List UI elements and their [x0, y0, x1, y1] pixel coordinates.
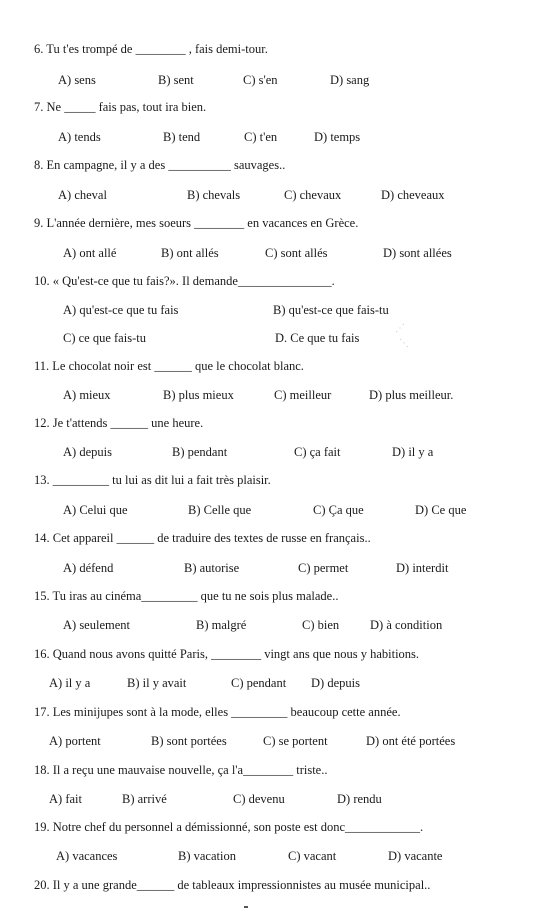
- option-8c[interactable]: C) chevaux: [284, 188, 342, 202]
- option-15d[interactable]: D) à condition: [370, 618, 443, 632]
- option-13a[interactable]: A) Celui que: [63, 503, 128, 517]
- question-19: 19. Notre chef du personnel a démissionné, son poste est donc____________.: [34, 820, 424, 834]
- option-11a[interactable]: A) mieux: [63, 388, 111, 402]
- option-16b[interactable]: B) il y avait: [127, 676, 187, 690]
- option-17d[interactable]: D) ont été portées: [366, 734, 456, 748]
- option-13b[interactable]: B) Celle que: [188, 503, 252, 517]
- option-14a[interactable]: A) défend: [63, 561, 114, 575]
- option-18d[interactable]: D) rendu: [337, 792, 382, 806]
- option-6c[interactable]: C) s'en: [243, 73, 278, 87]
- question-14: 14. Cet appareil ______ de traduire des textes de russe en français..: [34, 531, 371, 545]
- question-10: 10. « Qu'est-ce que tu fais?». Il demande_______________.: [34, 274, 335, 288]
- question-20: 20. Il y a une grande______ de tableaux impressionnistes au musée municipal..: [34, 878, 431, 892]
- option-12d[interactable]: D) il y a: [392, 445, 434, 459]
- option-18b[interactable]: B) arrivé: [122, 792, 167, 806]
- option-19b[interactable]: B) vacation: [178, 849, 236, 863]
- option-19a[interactable]: A) vacances: [56, 849, 118, 863]
- option-14b[interactable]: B) autorise: [184, 561, 240, 575]
- question-17: 17. Les minijupes sont à la mode, elles _________ beaucoup cette année.: [34, 705, 401, 719]
- question-7: 7. Ne _____ fais pas, tout ira bien.: [34, 100, 207, 114]
- option-16a[interactable]: A) il y a: [49, 676, 91, 690]
- option-16c[interactable]: C) pendant: [231, 676, 287, 690]
- option-7a[interactable]: A) tends: [58, 130, 101, 144]
- question-8: 8. En campagne, il y a des __________ sauvages..: [34, 158, 286, 172]
- option-12b[interactable]: B) pendant: [172, 445, 228, 459]
- option-13d[interactable]: D) Ce que: [415, 503, 467, 517]
- option-17c[interactable]: C) se portent: [263, 734, 328, 748]
- question-11: 11. Le chocolat noir est ______ que le chocolat blanc.: [34, 359, 304, 373]
- question-9: 9. L'année dernière, mes soeurs ________ en vacances en Grèce.: [34, 216, 359, 230]
- option-15b[interactable]: B) malgré: [196, 618, 247, 632]
- option-13c[interactable]: C) Ça que: [313, 503, 364, 517]
- scan-artifact: ⋰: [395, 323, 405, 334]
- scan-artifact: ⋱: [399, 338, 409, 349]
- question-13: 13. _________ tu lui as dit lui a fait très plaisir.: [34, 473, 271, 487]
- option-12c[interactable]: C) ça fait: [294, 445, 341, 459]
- option-18a[interactable]: A) fait: [49, 792, 82, 806]
- option-10b[interactable]: B) qu'est-ce que fais-tu: [273, 303, 389, 317]
- scan-artifact: [244, 906, 248, 908]
- question-6: 6. Tu t'es trompé de ________ , fais demi-tour.: [34, 42, 268, 56]
- option-9c[interactable]: C) sont allés: [265, 246, 328, 260]
- option-11c[interactable]: C) meilleur: [274, 388, 332, 402]
- option-16d[interactable]: D) depuis: [311, 676, 360, 690]
- option-15c[interactable]: C) bien: [302, 618, 340, 632]
- option-10c[interactable]: C) ce que fais-tu: [63, 331, 146, 345]
- option-19d[interactable]: D) vacante: [388, 849, 443, 863]
- option-11d[interactable]: D) plus meilleur.: [369, 388, 454, 402]
- option-14d[interactable]: D) interdit: [396, 561, 449, 575]
- option-17a[interactable]: A) portent: [49, 734, 101, 748]
- option-7c[interactable]: C) t'en: [244, 130, 278, 144]
- option-18c[interactable]: C) devenu: [233, 792, 285, 806]
- option-12a[interactable]: A) depuis: [63, 445, 112, 459]
- question-18: 18. Il a reçu une mauvaise nouvelle, ça l'a________ triste..: [34, 763, 328, 777]
- option-7b[interactable]: B) tend: [163, 130, 201, 144]
- option-8a[interactable]: A) cheval: [58, 188, 107, 202]
- option-17b[interactable]: B) sont portées: [151, 734, 227, 748]
- option-7d[interactable]: D) temps: [314, 130, 361, 144]
- option-11b[interactable]: B) plus mieux: [163, 388, 234, 402]
- option-14c[interactable]: C) permet: [298, 561, 349, 575]
- option-9a[interactable]: A) ont allé: [63, 246, 117, 260]
- option-19c[interactable]: C) vacant: [288, 849, 337, 863]
- option-9b[interactable]: B) ont allés: [161, 246, 219, 260]
- option-6b[interactable]: B) sent: [158, 73, 194, 87]
- option-10d[interactable]: D. Ce que tu fais: [275, 331, 360, 345]
- option-6a[interactable]: A) sens: [58, 73, 96, 87]
- option-8d[interactable]: D) cheveaux: [381, 188, 445, 202]
- question-16: 16. Quand nous avons quitté Paris, ________ vingt ans que nous y habitions.: [34, 647, 420, 661]
- question-15: 15. Tu iras au cinéma_________ que tu ne sois plus malade..: [34, 589, 339, 603]
- option-6d[interactable]: D) sang: [330, 73, 370, 87]
- option-15a[interactable]: A) seulement: [63, 618, 130, 632]
- option-8b[interactable]: B) chevals: [187, 188, 241, 202]
- option-10a[interactable]: A) qu'est-ce que tu fais: [63, 303, 179, 317]
- question-12: 12. Je t'attends ______ une heure.: [34, 416, 204, 430]
- option-9d[interactable]: D) sont allées: [383, 246, 452, 260]
